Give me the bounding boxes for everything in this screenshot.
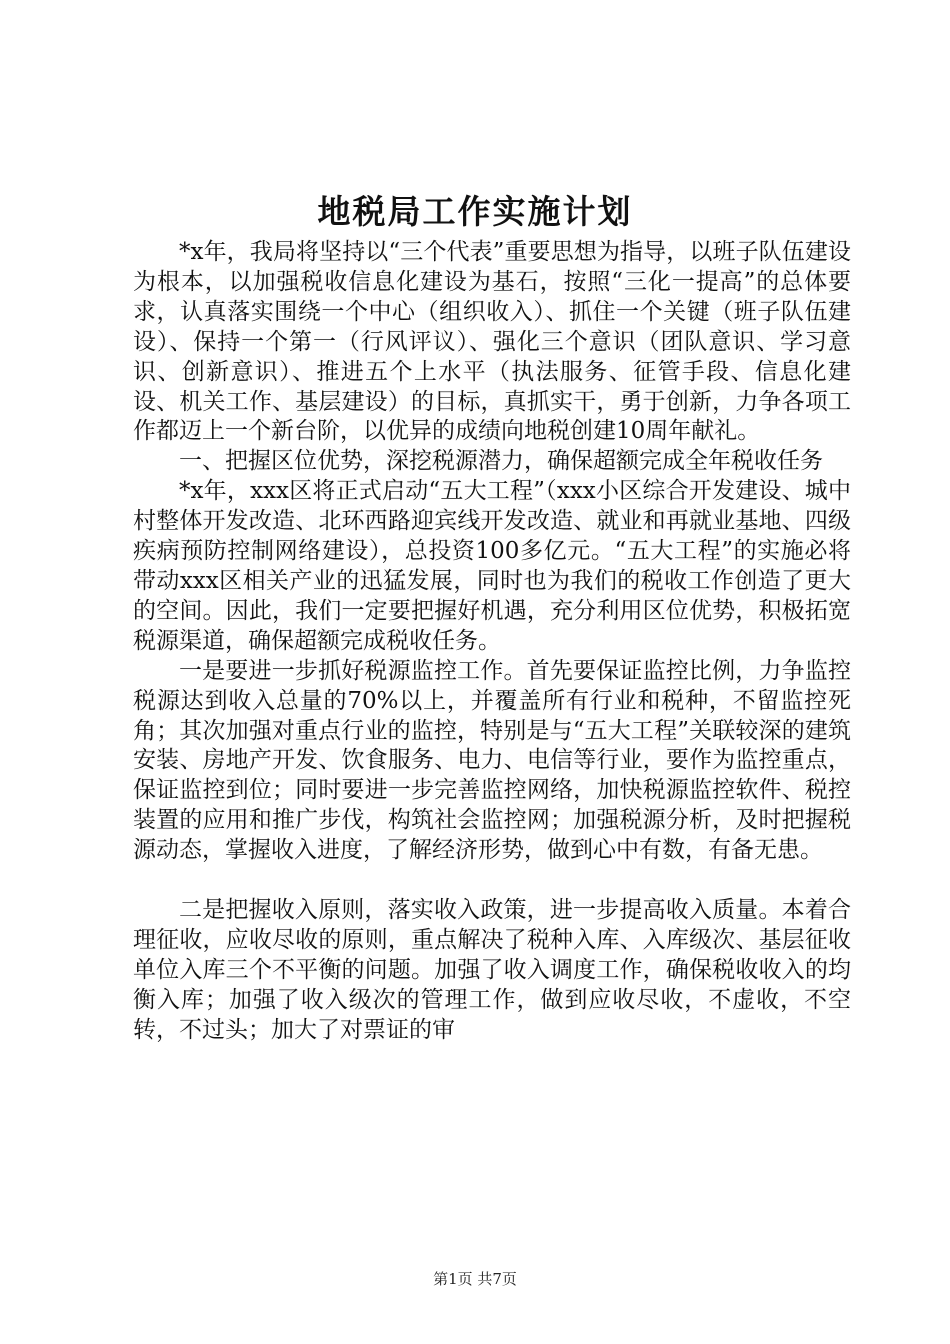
document-body <box>133 238 851 1045</box>
paragraph-tax-monitoring: 一是要进一步抓好税源监控工作。首先要保证监控比例，力争监控税源达到收入总量的70%以上，并覆盖所有行业和税种，不留监控死角；其次加强对重点行业的监控，特别是与“五大工程”关联较深的建筑安装、房地产开发、饮食服务、电力、电信等行业，要作为监控重点，保证监控到位；同时要进一步完善监控网络，加快税源监控软件、税控装置的应用和推广步伐，构筑社会监控网；加强税源分析，及时把握税源动态，掌握收入进度，了解经济形势，做到心中有数，有备无患。 <box>133 657 851 864</box>
page-title: 地税局工作实施计划 <box>317 192 633 231</box>
paragraph-revenue-quality: 二是把握收入原则，落实收入政策，进一步提高收入质量。本着合理征收，应收尽收的原则，重点解决了税种入库、入库级次、基层征收单位入库三个不平衡的问题。加强了收入调度工作，确保税收收入的均衡入库；加强了收入级次的管理工作，做到应收尽收，不虚收，不空转，不过头；加大了对票证的审 <box>133 896 851 1043</box>
paragraph-five-projects: *x年，xxx区将正式启动“五大工程”（xxx小区综合开发建设、城中村整体开发改造、北环西路迎宾线开发改造、就业和再就业基地、四级疾病预防控制网络建设），总投资100多亿元。“五大工程”的实施必将带动xxx区相关产业的迅猛发展，同时也为我们的税收工作创造了更大的空间。因此，我们一定要把握好机遇，充分利用区位优势，积极拓宽税源渠道，确保超额完成税收任务。 <box>133 478 851 654</box>
section-heading-1: 一、把握区位优势，深挖税源潜力，确保超额完成全年税收任务 <box>179 448 823 475</box>
page-footer: 第1页 共7页 <box>433 1270 517 1288</box>
paragraph-intro: *x年，我局将坚持以“三个代表”重要思想为指导，以班子队伍建设为根本，以加强税收信息化建设为基石，按照“三化一提高”的总体要求，认真落实围绕一个中心（组织收入）、抓住一个关键（班子队伍建设）、保持一个第一（行风评议）、强化三个意识（团队意识、学习意识、创新意识）、推进五个上水平（执法服务、征管手段、信息化建设、机关工作、基层建设）的目标，真抓实干，勇于创新，力争各项工作都迈上一个新台阶，以优异的成绩向地税创建10周年献礼。 <box>133 239 851 445</box>
